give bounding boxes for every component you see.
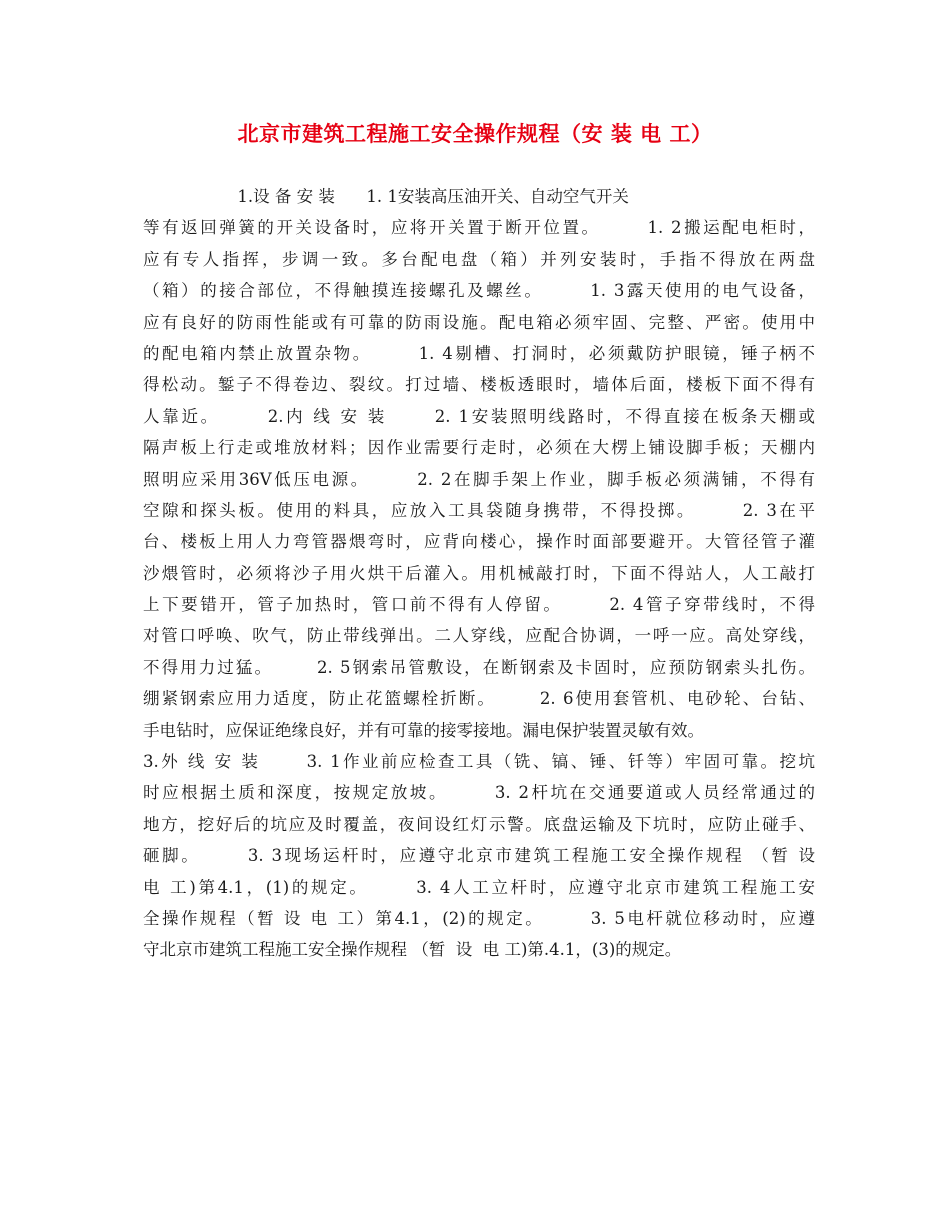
- body-line: 的配电箱内禁止放置杂物。 1. 4剔槽、打洞时，必须戴防护眼镜，锤子柄不: [143, 343, 815, 363]
- document-body: [143, 181, 815, 966]
- body-line: 应有良好的防雨性能或有可靠的防雨设施。配电箱必须牢固、完整、严密。使用中: [143, 312, 815, 332]
- body-line: 得松动。錾子不得卷边、裂纹。打过墙、楼板透眼时，墙体后面，楼板下面不得有: [143, 375, 815, 395]
- body-line: 隔声板上行走或堆放材料；因作业需要行走时，必须在大楞上铺设脚手板；天棚内: [143, 438, 815, 458]
- body-line: 1.设 备 安 装 1. 1安装高压油开关、自动空气开关: [143, 187, 629, 206]
- document-title: 北京市建筑工程施工安全操作规程（安 装 电 工）: [237, 121, 713, 146]
- body-line: 手电钻时，应保证绝缘良好，并有可靠的接零接地。漏电保护装置灵敏有效。: [143, 720, 704, 740]
- body-line: 沙煨管时，必须将沙子用火烘干后灌入。用机械敲打时，下面不得站人，人工敲打: [143, 563, 815, 583]
- body-line: 守北京市建筑工程施工安全操作规程 （暂 设 电 工)第.4.1，(3)的规定。: [143, 940, 682, 960]
- body-line: （箱）的接合部位，不得触摸连接螺孔及螺丝。 1. 3露天使用的电气设备，: [143, 281, 815, 301]
- body-line: 绷紧钢索应用力适度，防止花篮螺栓折断。 2. 6使用套管机、电砂轮、台钻、: [143, 689, 815, 709]
- body-line: 人靠近。 2.内 线 安 装 2. 1安装照明线路时，不得直接在板条天棚或: [143, 406, 815, 426]
- body-line: 台、楼板上用人力弯管器煨弯时，应背向楼心，操作时面部要避开。大管径管子灌: [143, 532, 815, 552]
- body-line: 等有返回弹簧的开关设备时，应将开关置于断开位置。 1. 2搬运配电柜时，: [143, 218, 815, 238]
- body-line: 时应根据土质和深度，按规定放坡。 3. 2杆坑在交通要道或人员经常通过的: [143, 783, 815, 803]
- body-line: 全操作规程（暂 设 电 工）第4.1，(2)的规定。 3. 5电杆就位移动时，应遵: [143, 908, 815, 928]
- body-line: 空隙和探头板。使用的料具，应放入工具袋随身携带，不得投掷。 2. 3在平: [143, 500, 815, 520]
- body-line: 砸脚。 3. 3现场运杆时，应遵守北京市建筑工程施工安全操作规程 （暂 设: [143, 846, 815, 866]
- body-line: 照明应采用36V低压电源。 2. 2在脚手架上作业，脚手板必须满铺，不得有: [143, 469, 815, 489]
- body-line: 上下要错开，管子加热时，管口前不得有人停留。 2. 4管子穿带线时，不得: [143, 595, 815, 615]
- body-line: 对管口呼唤、吹气，防止带线弹出。二人穿线，应配合协调，一呼一应。高处穿线，: [143, 626, 815, 646]
- body-line: 3.外 线 安 装 3. 1作业前应检查工具（铣、镐、锤、钎等）牢固可靠。挖坑: [143, 752, 815, 772]
- body-line: 不得用力过猛。 2. 5钢索吊管敷设，在断钢索及卡固时，应预防钢索头扎伤。: [143, 657, 815, 677]
- body-line: 电 工)第4.1，(1)的规定。 3. 4人工立杆时，应遵守北京市建筑工程施工安: [143, 877, 815, 897]
- body-line: 地方，挖好后的坑应及时覆盖，夜间设红灯示警。底盘运输及下坑时，应防止碰手、: [143, 814, 815, 834]
- body-line: 应有专人指挥，步调一致。多台配电盘（箱）并列安装时，手指不得放在两盘: [143, 249, 815, 269]
